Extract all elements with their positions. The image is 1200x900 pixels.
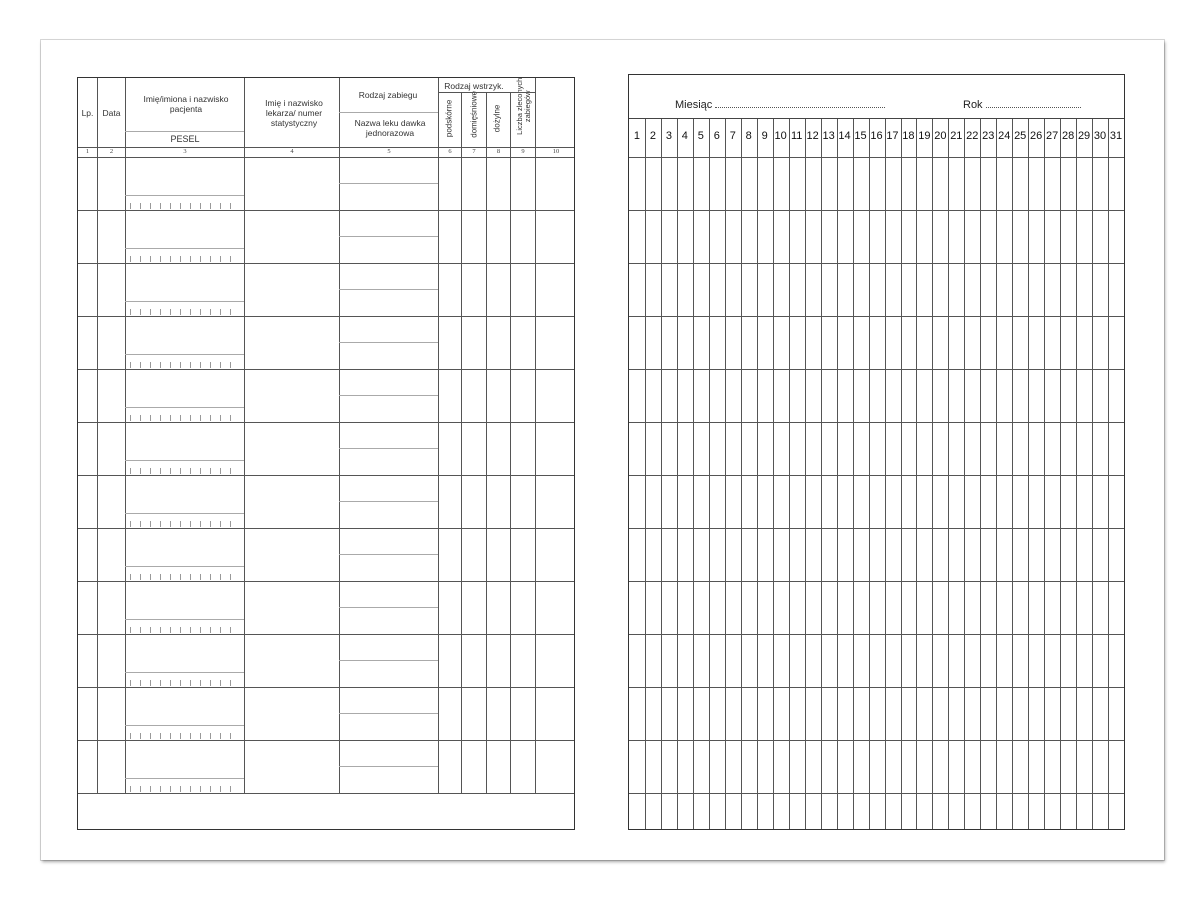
- month-field: [675, 99, 885, 111]
- table-row: [78, 634, 574, 635]
- procedure-row-subline: [339, 395, 438, 396]
- monthly-calendar-table: [628, 74, 1125, 830]
- procedure-row-subline: [339, 554, 438, 555]
- calendar-row: [629, 369, 1124, 370]
- day-header: 27: [1046, 130, 1059, 142]
- calendar-row: [629, 210, 1124, 211]
- col-number-10: 10: [552, 148, 560, 155]
- procedure-row-subline: [339, 236, 438, 237]
- day-header: 16: [870, 130, 883, 142]
- table-row: [78, 316, 574, 317]
- patient-row-subline: [125, 354, 244, 355]
- col-number-3: 3: [183, 148, 187, 155]
- patient-register-table: [77, 77, 575, 830]
- calendar-row: [629, 528, 1124, 529]
- calendar-row: [629, 634, 1124, 635]
- header-date: Data: [102, 108, 121, 118]
- column-divider: [244, 78, 245, 793]
- header-intravenous: dożylne: [492, 104, 502, 133]
- day-header: 20: [934, 130, 947, 142]
- header-intramuscular: domięśniowe: [469, 91, 479, 138]
- header-pesel: PESEL: [170, 134, 200, 144]
- col-number-1: 1: [85, 148, 90, 155]
- column-divider: [535, 78, 536, 793]
- patient-row-subline: [125, 566, 244, 567]
- day-column-divider: [725, 119, 726, 829]
- day-header: 3: [665, 130, 672, 142]
- day-column-divider: [661, 119, 662, 829]
- day-column-divider: [1092, 119, 1093, 829]
- header-lp: Lp.: [81, 108, 94, 118]
- procedure-row-subline: [339, 607, 438, 608]
- table-row: [78, 740, 574, 741]
- patient-row-subline: [125, 778, 244, 779]
- patient-row-subline: [125, 672, 244, 673]
- day-column-divider: [789, 119, 790, 829]
- injection-subheader-line: [438, 92, 535, 93]
- column-divider: [97, 78, 98, 793]
- day-header: 25: [1014, 130, 1027, 142]
- day-column-divider: [869, 119, 870, 829]
- patient-row-subline: [125, 619, 244, 620]
- day-column-divider: [757, 119, 758, 829]
- patient-row-subline: [125, 301, 244, 302]
- procedure-row-subline: [339, 342, 438, 343]
- procedure-row-subline: [339, 289, 438, 290]
- day-header: 21: [950, 130, 963, 142]
- pesel-digit-ticks: [130, 574, 240, 580]
- year-field: [963, 99, 1081, 111]
- patient-row-subline: [125, 407, 244, 408]
- day-column-divider: [885, 119, 886, 829]
- pesel-header-line: [125, 131, 244, 132]
- day-column-divider: [1108, 119, 1109, 829]
- day-column-divider: [916, 119, 917, 829]
- day-header: 13: [822, 130, 835, 142]
- day-header: 2: [649, 130, 656, 142]
- day-column-divider: [773, 119, 774, 829]
- pesel-digit-ticks: [130, 309, 240, 315]
- calendar-row: [629, 422, 1124, 423]
- day-column-divider: [645, 119, 646, 829]
- col-number-5: 5: [387, 148, 391, 155]
- day-header: 7: [729, 130, 736, 142]
- patient-row-subline: [125, 513, 244, 514]
- pesel-digit-ticks: [130, 627, 240, 633]
- day-header: 30: [1093, 130, 1107, 142]
- pesel-digit-ticks: [130, 680, 240, 686]
- day-header: 29: [1077, 130, 1091, 142]
- patient-row-subline: [125, 460, 244, 461]
- day-header: 14: [838, 130, 851, 142]
- day-header: 12: [806, 130, 819, 142]
- header-procedure-type: Rodzaj zabiegu: [358, 90, 418, 100]
- pesel-digit-ticks: [130, 362, 240, 368]
- day-column-divider: [901, 119, 902, 829]
- day-header: 24: [998, 130, 1011, 142]
- calendar-row: [629, 740, 1124, 741]
- table-row: [78, 793, 574, 794]
- day-column-divider: [853, 119, 854, 829]
- day-column-divider: [709, 119, 710, 829]
- day-header: 6: [713, 130, 720, 142]
- day-header: 8: [745, 130, 752, 142]
- day-header: 19: [918, 130, 931, 142]
- table-row: [78, 475, 574, 476]
- day-header: 28: [1061, 130, 1075, 142]
- day-column-divider: [980, 119, 981, 829]
- pesel-digit-ticks: [130, 733, 240, 739]
- day-header: 23: [982, 130, 995, 142]
- header-subcutaneous: podskórne: [444, 99, 454, 138]
- col-number-9: 9: [521, 148, 525, 155]
- pesel-digit-ticks: [130, 203, 240, 209]
- day-column-divider: [1076, 119, 1077, 829]
- column-divider: [438, 78, 439, 793]
- pesel-digit-ticks: [130, 468, 240, 474]
- patient-row-subline: [125, 248, 244, 249]
- day-header: 1: [633, 130, 641, 142]
- day-column-divider: [932, 119, 933, 829]
- procedure-row-subline: [339, 660, 438, 661]
- procedure-row-subline: [339, 713, 438, 714]
- header-injection-type: Rodzaj wstrzyk.: [444, 81, 504, 91]
- header-ordered-count: Liczba zleconych zabiegów: [514, 77, 532, 135]
- day-header: 5: [697, 130, 704, 142]
- procedure-row-subline: [339, 183, 438, 184]
- day-header: 31: [1109, 130, 1123, 142]
- procedure-row-subline: [339, 448, 438, 449]
- day-header: 17: [886, 130, 899, 142]
- calendar-row: [629, 687, 1124, 688]
- calendar-row: [629, 263, 1124, 264]
- column-divider: [339, 78, 340, 793]
- header-doctor: Imię i nazwisko lekarza/ numer statystyczny: [265, 98, 323, 129]
- pesel-digit-ticks: [130, 256, 240, 262]
- day-column-divider: [677, 119, 678, 829]
- patient-row-subline: [125, 195, 244, 196]
- day-column-divider: [741, 119, 742, 829]
- col-number-7: 7: [472, 148, 476, 155]
- col-number-4: 4: [290, 148, 294, 155]
- day-column-divider: [1060, 119, 1061, 829]
- table-row: [78, 581, 574, 582]
- year-dotted-line: [986, 99, 1081, 108]
- column-number-line: [78, 157, 574, 158]
- header-patient-name: Imię/imiona i nazwisko pacjenta: [143, 94, 229, 115]
- procedure-row-subline: [339, 501, 438, 502]
- day-column-divider: [821, 119, 822, 829]
- table-row: [78, 528, 574, 529]
- month-label: Miesiąc: [675, 99, 713, 111]
- table-header: [78, 78, 574, 147]
- table-row: [78, 422, 574, 423]
- patient-row-subline: [125, 725, 244, 726]
- day-header-bottom-line: [629, 157, 1124, 158]
- pesel-digit-ticks: [130, 786, 240, 792]
- table-row: [78, 210, 574, 211]
- col-number-6: 6: [448, 148, 452, 155]
- table-row: [78, 687, 574, 688]
- day-header: 18: [902, 130, 915, 142]
- col-number-8: 8: [496, 148, 501, 155]
- day-column-divider: [964, 119, 965, 829]
- day-column-divider: [805, 119, 806, 829]
- day-column-divider: [693, 119, 694, 829]
- calendar-row: [629, 581, 1124, 582]
- calendar-row: [629, 316, 1124, 317]
- month-year-header: [629, 75, 1124, 119]
- month-dotted-line: [715, 99, 885, 108]
- col-number-2: 2: [109, 148, 114, 155]
- calendar-row: [629, 475, 1124, 476]
- day-header: 4: [681, 130, 688, 142]
- day-column-divider: [948, 119, 949, 829]
- day-header: 15: [854, 130, 867, 142]
- day-header: 10: [774, 130, 787, 142]
- day-column-divider: [837, 119, 838, 829]
- procedure-row-subline: [339, 766, 438, 767]
- day-header: 11: [790, 130, 803, 142]
- header-bottom-line: [78, 147, 574, 148]
- day-header: 22: [966, 130, 979, 142]
- day-column-divider: [1012, 119, 1013, 829]
- drug-header-line: [339, 112, 438, 113]
- day-header: 9: [761, 130, 768, 142]
- pesel-digit-ticks: [130, 415, 240, 421]
- table-row: [78, 263, 574, 264]
- year-label: Rok: [963, 99, 983, 111]
- day-column-divider: [996, 119, 997, 829]
- calendar-row: [629, 793, 1124, 794]
- header-drug-dose: Nazwa leku dawka jednorazowa: [354, 118, 426, 139]
- column-divider: [125, 78, 126, 793]
- day-column-divider: [1028, 119, 1029, 829]
- day-header: 26: [1030, 130, 1043, 142]
- table-row: [78, 369, 574, 370]
- day-column-divider: [1044, 119, 1045, 829]
- pesel-digit-ticks: [130, 521, 240, 527]
